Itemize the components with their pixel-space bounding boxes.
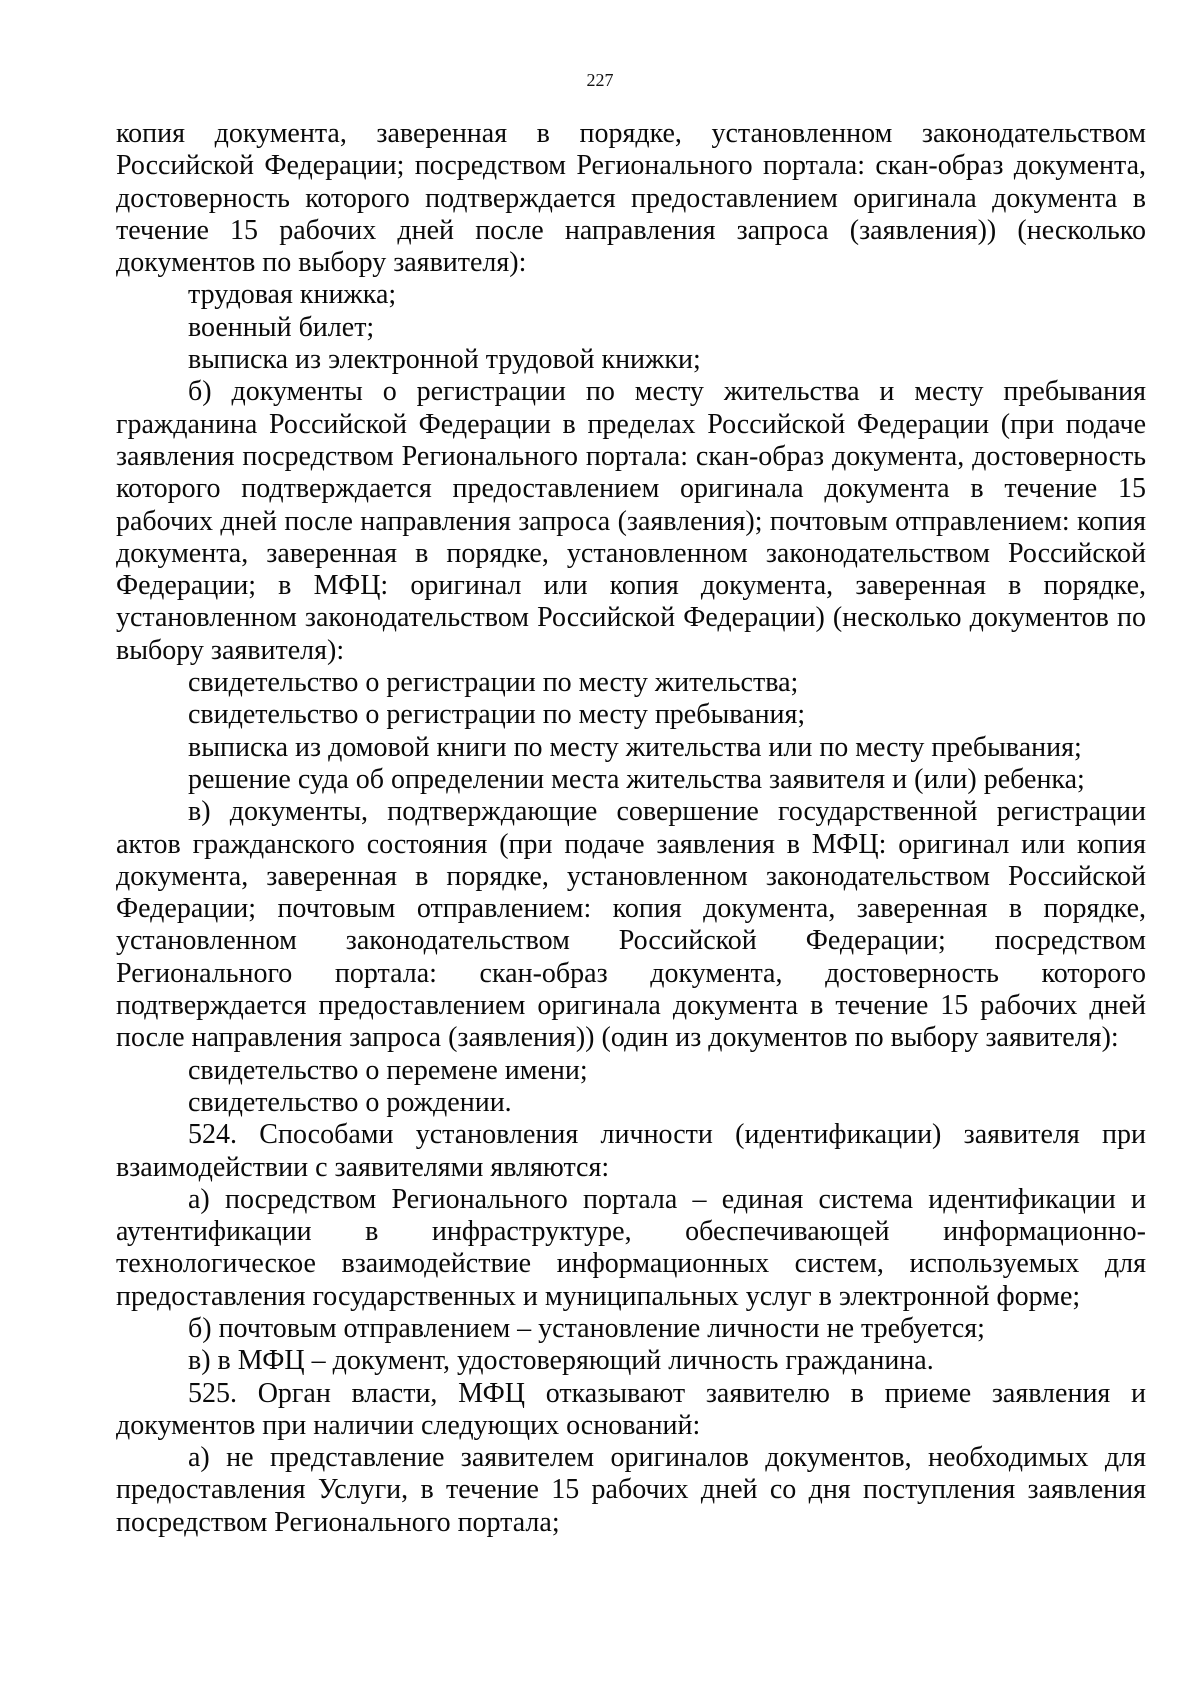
paragraph: а) не представление заявителем оригиналов документов, необходимых для предоставления Услуги, в течение 15 рабочих дней со дня поступления заявления посредством Регионального портала; bbox=[116, 1442, 1146, 1538]
paragraph: 524. Способами установления личности (идентификации) заявителя при взаимодействии с заявителями являются: bbox=[116, 1119, 1146, 1183]
paragraph: в) в МФЦ – документ, удостоверяющий личность гражданина. bbox=[188, 1345, 934, 1377]
paragraph: копия документа, заверенная в порядке, установленном законодательством Российской Федерации; посредством Регионального портала: скан-образ документа, достоверность которого подтверждается предоставлением оригинала документа в течение 15 рабочих дней после направления запроса (заявления)) (несколько документов по выбору заявителя): bbox=[116, 118, 1146, 279]
paragraph: 525. Орган власти, МФЦ отказывают заявителю в приеме заявления и документов при наличии следующих оснований: bbox=[116, 1377, 1146, 1441]
list-item: свидетельство о перемене имени; bbox=[188, 1054, 588, 1086]
list-item: выписка из электронной трудовой книжки; bbox=[188, 344, 701, 376]
paragraph: а) посредством Регионального портала – единая система идентификации и аутентификации в инфраструктуре, обеспечивающей информационно-технологическое взаимодействие информационных систем, используемых для предоставления государственных и муниципальных услуг в электронной форме; bbox=[116, 1183, 1146, 1312]
list-item: свидетельство о регистрации по месту жительства; bbox=[188, 667, 799, 699]
list-item: свидетельство о регистрации по месту пребывания; bbox=[188, 699, 806, 731]
list-item: военный билет; bbox=[188, 311, 375, 343]
list-item: свидетельство о рождении. bbox=[188, 1086, 512, 1118]
paragraph: б) документы о регистрации по месту жительства и месту пребывания гражданина Российской Федерации в пределах Российской Федерации (при подаче заявления посредством Регионального портала: скан-образ документа, достоверность которого подтверждается предоставлением оригинала документа в течение 15 рабочих дней после направления запроса (заявления); почтовым отправлением: копия документа, заверенная в порядке, установленном законодательством Российской Федерации; в МФЦ: оригинал или копия документа, заверенная в порядке, установленном законодательством Российской Федерации) (несколько документов по выбору заявителя): bbox=[116, 376, 1146, 666]
paragraph: в) документы, подтверждающие совершение государственной регистрации актов гражданского состояния (при подаче заявления в МФЦ: оригинал или копия документа, заверенная в порядке, установленном законодательством Российской Федерации; почтовым отправлением: копия документа, заверенная в порядке, установленном законодательством Российской Федерации; посредством Регионального портала: скан-образ документа, достоверность которого подтверждается предоставлением оригинала документа в течение 15 рабочих дней после направления запроса (заявления)) (один из документов по выбору заявителя): bbox=[116, 796, 1146, 1054]
page-number: 227 bbox=[586, 70, 614, 90]
list-item: трудовая книжка; bbox=[188, 279, 397, 311]
paragraph: б) почтовым отправлением – установление личности не требуется; bbox=[188, 1312, 985, 1344]
list-item: выписка из домовой книги по месту жительства или по месту пребывания; bbox=[188, 731, 1082, 763]
document-body bbox=[116, 118, 1146, 1539]
list-item: решение суда об определении места жительства заявителя и (или) ребенка; bbox=[188, 763, 1085, 795]
